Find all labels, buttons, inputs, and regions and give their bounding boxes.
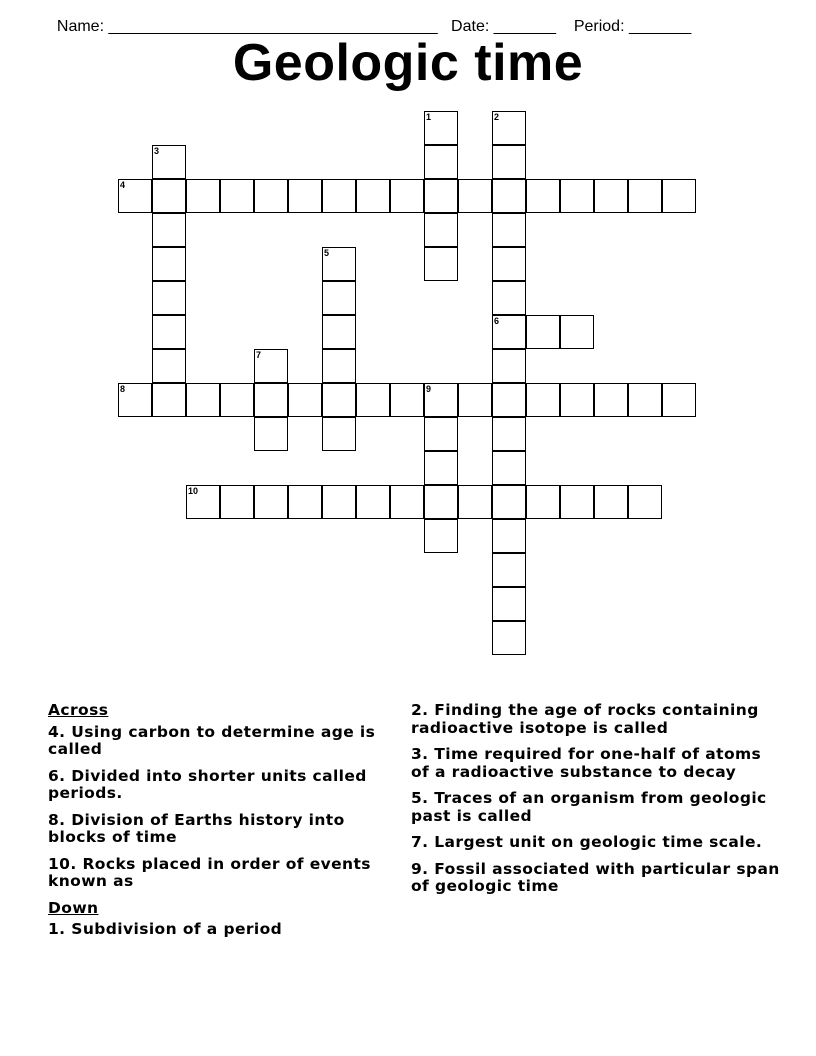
grid-cell[interactable] <box>492 451 526 485</box>
grid-cell[interactable] <box>594 383 628 417</box>
grid-cell[interactable] <box>186 383 220 417</box>
grid-cell[interactable] <box>628 383 662 417</box>
grid-cell[interactable] <box>152 349 186 383</box>
grid-cell[interactable] <box>662 179 696 213</box>
grid-cell[interactable] <box>288 179 322 213</box>
grid-cell[interactable] <box>424 383 458 417</box>
grid-cell[interactable] <box>390 383 424 417</box>
grid-cell[interactable] <box>118 179 152 213</box>
clue-number: 7 <box>256 350 262 360</box>
grid-cell[interactable] <box>492 621 526 655</box>
clue-number: 5 <box>324 248 330 258</box>
grid-cell[interactable] <box>424 417 458 451</box>
grid-cell[interactable] <box>424 145 458 179</box>
clue-number: 4 <box>120 180 126 190</box>
clue-down-7: 7. Largest unit on geologic time scale. <box>411 833 763 851</box>
across-heading: Across <box>48 701 109 719</box>
period-field-label[interactable]: Period: _______ <box>573 18 692 35</box>
grid-cell[interactable] <box>152 213 186 247</box>
grid-cell[interactable] <box>356 485 390 519</box>
grid-cell[interactable] <box>424 111 458 145</box>
grid-cell[interactable] <box>152 281 186 315</box>
grid-cell[interactable] <box>458 179 492 213</box>
clue-number: 1 <box>426 112 432 122</box>
clue-down-2: 2. Finding the age of rocks containing radioactive isotope is called <box>411 701 759 737</box>
grid-cell[interactable] <box>492 485 526 519</box>
grid-cell[interactable] <box>492 111 526 145</box>
grid-cell[interactable] <box>458 383 492 417</box>
grid-cell[interactable] <box>322 247 356 281</box>
grid-cell[interactable] <box>492 145 526 179</box>
grid-cell[interactable] <box>560 383 594 417</box>
grid-cell[interactable] <box>288 383 322 417</box>
grid-cell[interactable] <box>254 179 288 213</box>
grid-cell[interactable] <box>186 179 220 213</box>
grid-cell[interactable] <box>220 383 254 417</box>
clues-left-column <box>48 702 398 948</box>
grid-cell[interactable] <box>322 349 356 383</box>
grid-cell[interactable] <box>560 179 594 213</box>
clue-down-1: 1. Subdivision of a period <box>48 920 283 938</box>
grid-cell[interactable] <box>254 417 288 451</box>
grid-cell[interactable] <box>322 315 356 349</box>
grid-cell[interactable] <box>526 179 560 213</box>
grid-cell[interactable] <box>492 587 526 621</box>
grid-cell[interactable] <box>356 179 390 213</box>
grid-cell[interactable] <box>492 383 526 417</box>
grid-cell[interactable] <box>322 383 356 417</box>
clue-down-3: 3. Time required for one-half of atoms of a radioactive substance to decay <box>411 745 762 781</box>
grid-cell[interactable] <box>628 179 662 213</box>
grid-cell[interactable] <box>492 417 526 451</box>
grid-cell[interactable] <box>594 179 628 213</box>
grid-cell[interactable] <box>118 383 152 417</box>
clue-number: 3 <box>154 146 160 156</box>
name-field-label[interactable]: Name: _____________________________________ <box>56 18 438 35</box>
grid-cell[interactable] <box>458 485 492 519</box>
grid-cell[interactable] <box>560 485 594 519</box>
grid-cell[interactable] <box>390 179 424 213</box>
grid-cell[interactable] <box>526 315 560 349</box>
grid-cell[interactable] <box>288 485 322 519</box>
grid-cell[interactable] <box>390 485 424 519</box>
grid-cell[interactable] <box>526 383 560 417</box>
grid-cell[interactable] <box>152 383 186 417</box>
grid-cell[interactable] <box>424 485 458 519</box>
date-field-label[interactable]: Date: _______ <box>451 18 557 35</box>
grid-cell[interactable] <box>220 485 254 519</box>
clue-number: 9 <box>426 384 432 394</box>
clue-across-4: 4. Using carbon to determine age is called <box>48 722 376 758</box>
clue-down-5: 5. Traces of an organism from geologic past is called <box>411 789 767 825</box>
clue-number: 6 <box>494 316 500 326</box>
grid-cell[interactable] <box>492 179 526 213</box>
grid-cell[interactable] <box>254 383 288 417</box>
down-heading: Down <box>48 898 99 917</box>
grid-cell[interactable] <box>424 519 458 553</box>
grid-cell[interactable] <box>424 213 458 247</box>
grid-cell[interactable] <box>220 179 254 213</box>
grid-cell[interactable] <box>492 519 526 553</box>
grid-cell[interactable] <box>492 315 526 349</box>
clue-across-6: 6. Divided into shorter units called periods. <box>48 766 367 802</box>
grid-cell[interactable] <box>424 247 458 281</box>
grid-cell[interactable] <box>424 179 458 213</box>
clue-across-10: 10. Rocks placed in order of events known as <box>48 854 371 890</box>
puzzle-title: Geologic time <box>232 34 584 92</box>
grid-cell[interactable] <box>560 315 594 349</box>
grid-cell[interactable] <box>322 179 356 213</box>
grid-cell[interactable] <box>594 485 628 519</box>
grid-cell[interactable] <box>526 485 560 519</box>
grid-cell[interactable] <box>492 553 526 587</box>
clues-right-column <box>411 702 781 905</box>
grid-cell[interactable] <box>356 383 390 417</box>
grid-cell[interactable] <box>322 417 356 451</box>
grid-cell[interactable] <box>492 281 526 315</box>
grid-cell[interactable] <box>254 485 288 519</box>
grid-cell[interactable] <box>152 179 186 213</box>
grid-cell[interactable] <box>152 315 186 349</box>
grid-cell[interactable] <box>152 247 186 281</box>
grid-cell[interactable] <box>322 281 356 315</box>
grid-cell[interactable] <box>492 349 526 383</box>
grid-cell[interactable] <box>424 451 458 485</box>
grid-cell[interactable] <box>492 213 526 247</box>
grid-cell[interactable] <box>628 485 662 519</box>
grid-cell[interactable] <box>254 349 288 383</box>
grid-cell[interactable] <box>322 485 356 519</box>
grid-cell[interactable] <box>662 383 696 417</box>
clue-across-8: 8. Division of Earths history into blocks of time <box>48 810 345 846</box>
clue-number: 2 <box>494 112 500 122</box>
clue-number: 8 <box>120 384 126 394</box>
clue-number: 10 <box>188 486 199 496</box>
grid-cell[interactable] <box>492 247 526 281</box>
grid-cell[interactable] <box>186 485 220 519</box>
clue-down-9: 9. Fossil associated with particular span of geologic time <box>411 859 780 895</box>
grid-cell[interactable] <box>152 145 186 179</box>
